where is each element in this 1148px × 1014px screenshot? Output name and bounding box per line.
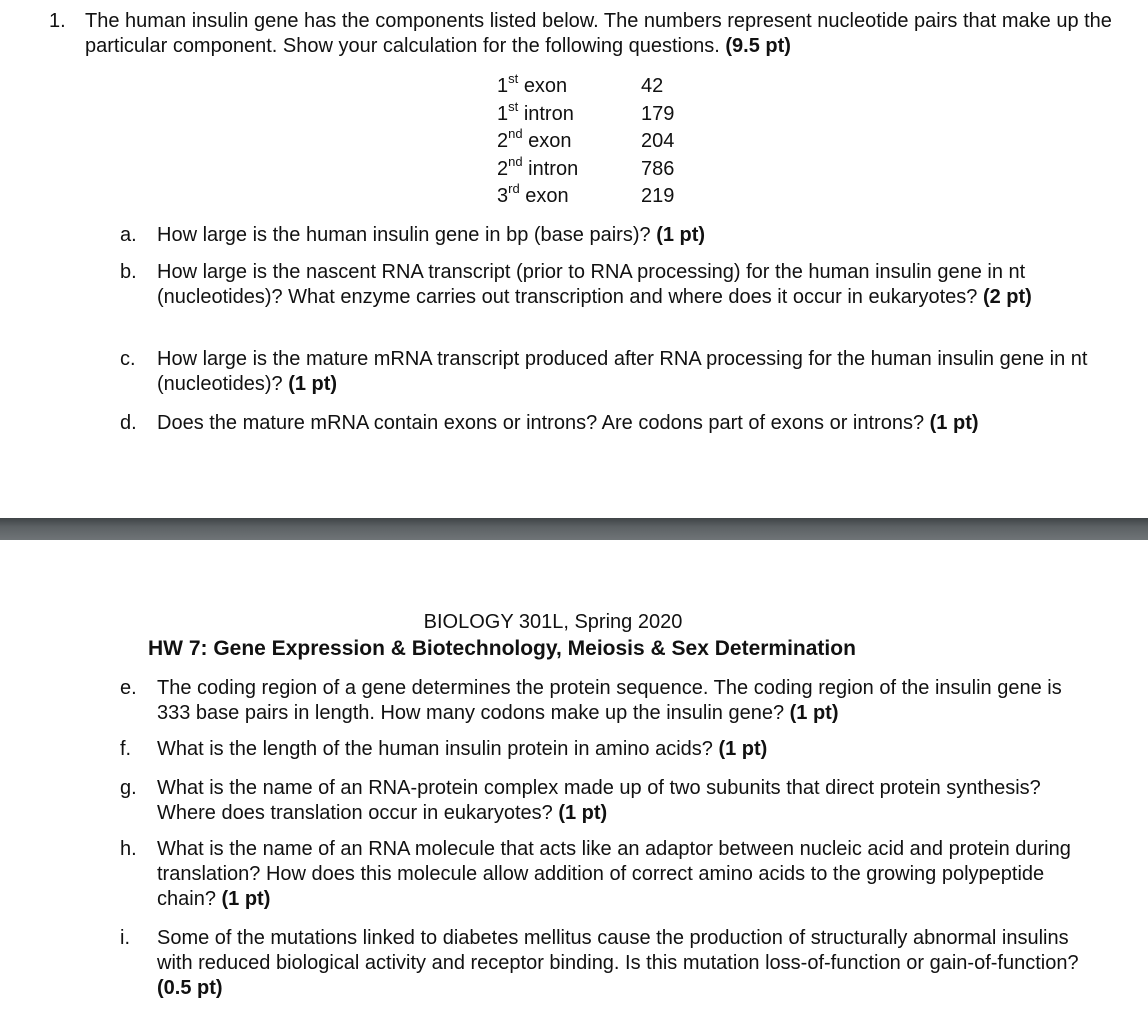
points: (1 pt) [656, 224, 706, 246]
question-points: (9.5 pt) [725, 35, 791, 57]
component-name: 2nd intron [497, 153, 579, 180]
subquestion-g [120, 776, 1100, 826]
component-value: 204 [641, 130, 675, 152]
component-row [497, 153, 681, 184]
subquestion-text: How large is the mature mRNA transcript produced after RNA processing for the human insulin gene in nt (nucleotides)? (1 pt) [157, 348, 1088, 395]
subquestion-letter: e. [120, 677, 137, 699]
component-name: 3rd exon [497, 181, 569, 207]
component-value: 219 [641, 185, 675, 207]
subquestion-letter: a. [120, 224, 137, 246]
component-value: 786 [641, 157, 675, 180]
subquestion-e [120, 676, 1100, 726]
subquestion-text: Does the mature mRNA contain exons or introns? Are codons part of exons or introns? (1 pt) [157, 412, 979, 434]
component-row [497, 128, 681, 156]
subquestion-i [120, 926, 1100, 1001]
subquestion-letter: c. [120, 348, 136, 370]
homework-title: HW 7: Gene Expression & Biotechnology, Meiosis & Sex Determination [148, 637, 856, 660]
question-number: 1. [49, 10, 66, 32]
component-name: 1st intron [497, 98, 574, 125]
points: (2 pt) [982, 286, 1032, 308]
points: (0.5 pt) [157, 977, 223, 999]
subquestion-letter: f. [120, 738, 132, 760]
component-name: 2nd exon [497, 126, 572, 152]
subquestion-letter: g. [120, 777, 137, 799]
gene-components-table [497, 73, 681, 211]
subquestion-text: The coding region of a gene determines the protein sequence. The coding region of the insulin gene is 333 base pairs in length. How many codons make up the insulin gene? (1 pt) [157, 677, 1062, 724]
points: (1 pt) [221, 888, 271, 910]
question-intro-text: The human insulin gene has the components listed below. The numbers represent nucleotide pairs that make up the particular component. Show your calculation for the following questions. [85, 10, 1112, 57]
component-row [497, 183, 681, 211]
subquestion-h [120, 837, 1100, 912]
subquestion-text: How large is the human insulin gene in bp (base pairs)? (1 pt) [157, 224, 706, 246]
points: (1 pt) [718, 738, 768, 760]
course-header: BIOLOGY 301L, Spring 2020 [423, 611, 683, 633]
subquestion-text: Some of the mutations linked to diabetes mellitus cause the production of structurally abnormal insulins with reduced biological activity and receptor binding. Is this mutation loss-of-function or gain-of-function? (0.5 pt) [157, 927, 1079, 999]
component-row [497, 73, 681, 101]
subquestion-text: What is the length of the human insulin protein in amino acids? (1 pt) [157, 738, 768, 760]
subquestion-text: How large is the nascent RNA transcript (prior to RNA processing) for the human insulin gene in nt (nucleotides)? What enzyme carries out transcription and where does it occur in eukaryotes? (2 pt) [157, 261, 1032, 308]
subquestion-letter: i. [120, 927, 130, 949]
points: (1 pt) [789, 702, 839, 724]
points: (1 pt) [929, 412, 979, 434]
subquestion-f [120, 737, 1100, 762]
subquestion-text: What is the name of an RNA molecule that acts like an adaptor between nucleic acid and protein during translation? How does this molecule allow addition of correct amino acids to the growing polypeptide chain? (1 pt) [157, 838, 1071, 910]
subquestion-letter: d. [120, 412, 137, 434]
question-intro [85, 9, 1125, 59]
page-divider [0, 518, 1148, 540]
points: (1 pt) [288, 373, 338, 395]
subquestion-b [120, 260, 1100, 310]
subquestion-c [120, 347, 1100, 397]
subquestion-letter: h. [120, 838, 137, 860]
component-row [497, 98, 681, 129]
subquestion-a [120, 223, 1100, 248]
subquestion-d [120, 411, 1100, 436]
component-value: 179 [641, 102, 675, 125]
subquestion-letter: b. [120, 261, 137, 283]
component-name: 1st exon [497, 71, 568, 97]
subquestion-text: What is the name of an RNA-protein complex made up of two subunits that direct protein synthesis? Where does translation occur in eukaryotes? (1 pt) [157, 777, 1041, 824]
points: (1 pt) [558, 802, 608, 824]
component-value: 42 [641, 75, 664, 97]
